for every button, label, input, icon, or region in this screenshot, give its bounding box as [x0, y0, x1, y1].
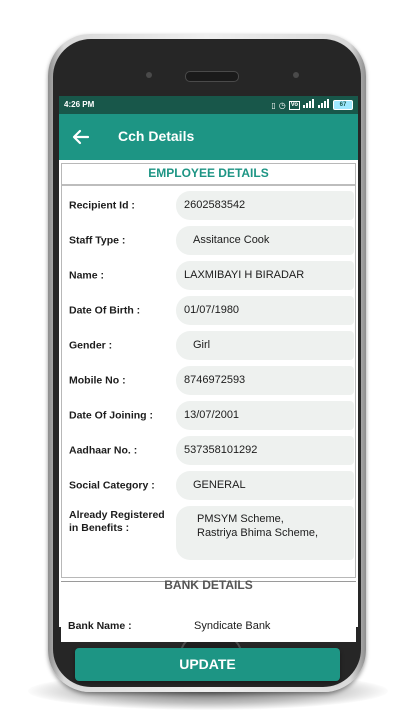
field-row-date-of-joining	[62, 398, 355, 433]
field-value-recipient-id[interactable]: 2602583542	[176, 191, 354, 220]
signal-icon	[303, 99, 315, 111]
field-row-aadhaar-no	[62, 433, 355, 468]
field-label: Staff Type :	[69, 234, 126, 246]
front-camera	[293, 72, 299, 78]
field-value-social-category[interactable]: GENERAL	[176, 471, 354, 500]
field-value-registered-benefits[interactable]: PMSYM Scheme, Rastriya Bhima Scheme,	[176, 506, 354, 560]
field-label: Recipient Id :	[69, 199, 135, 211]
page-title: Cch Details	[118, 128, 195, 144]
employee-fields	[62, 188, 355, 565]
volte-icon: Vo	[290, 101, 298, 108]
battery-icon: 67	[333, 100, 353, 110]
update-button[interactable]: UPDATE	[75, 648, 340, 681]
field-value-date-of-birth[interactable]: 01/07/1980	[176, 296, 354, 325]
earpiece-speaker	[185, 71, 239, 82]
field-label: Social Category :	[69, 479, 155, 491]
status-time: 4:26 PM	[64, 100, 95, 109]
arrow-left-icon[interactable]	[71, 127, 91, 147]
field-value-aadhaar-no[interactable]: 537358101292	[176, 436, 354, 465]
field-row-date-of-birth	[62, 293, 355, 328]
field-label: Name :	[69, 269, 105, 281]
field-label: Date Of Joining :	[69, 409, 153, 421]
employee-details-card	[61, 163, 356, 578]
field-label: Mobile No :	[69, 374, 126, 386]
field-row-mobile-no	[62, 363, 355, 398]
field-value-bank-name[interactable]: Syndicate Bank	[194, 620, 271, 632]
alarm-icon: ◷	[278, 100, 286, 110]
field-row-recipient-id	[62, 188, 355, 223]
field-row-social-category	[62, 468, 355, 503]
app-bar	[59, 114, 358, 160]
field-label: Gender :	[69, 339, 113, 351]
field-label: Already Registered in Benefits :	[69, 509, 165, 534]
details-scroll-area[interactable]	[59, 160, 358, 672]
section-title-employee-details: EMPLOYEE DETAILS	[62, 164, 355, 186]
field-value-date-of-joining[interactable]: 13/07/2001	[176, 401, 354, 430]
field-row-staff-type	[62, 223, 355, 258]
field-value-name[interactable]: LAXMIBAYI H BIRADAR	[176, 261, 354, 290]
section-title-bank-details: BANK DETAILS	[164, 578, 253, 592]
field-row-registered-benefits	[62, 503, 355, 565]
field-value-mobile-no[interactable]: 8746972593	[176, 366, 354, 395]
sensor-dot	[146, 72, 152, 78]
field-label: Bank Name :	[68, 620, 132, 632]
field-row-gender	[62, 328, 355, 363]
field-row-name	[62, 258, 355, 293]
field-label: Date Of Birth :	[69, 304, 141, 316]
bank-details-card	[61, 578, 356, 642]
field-label: Aadhaar No. :	[69, 444, 138, 456]
phone-screen	[59, 96, 358, 672]
status-icons	[271, 99, 353, 111]
status-bar	[59, 96, 358, 114]
field-value-gender[interactable]: Girl	[176, 331, 354, 360]
field-value-staff-type[interactable]: Assitance Cook	[176, 226, 354, 255]
vibrate-icon: ▯	[271, 100, 276, 110]
signal-icon	[318, 99, 330, 111]
